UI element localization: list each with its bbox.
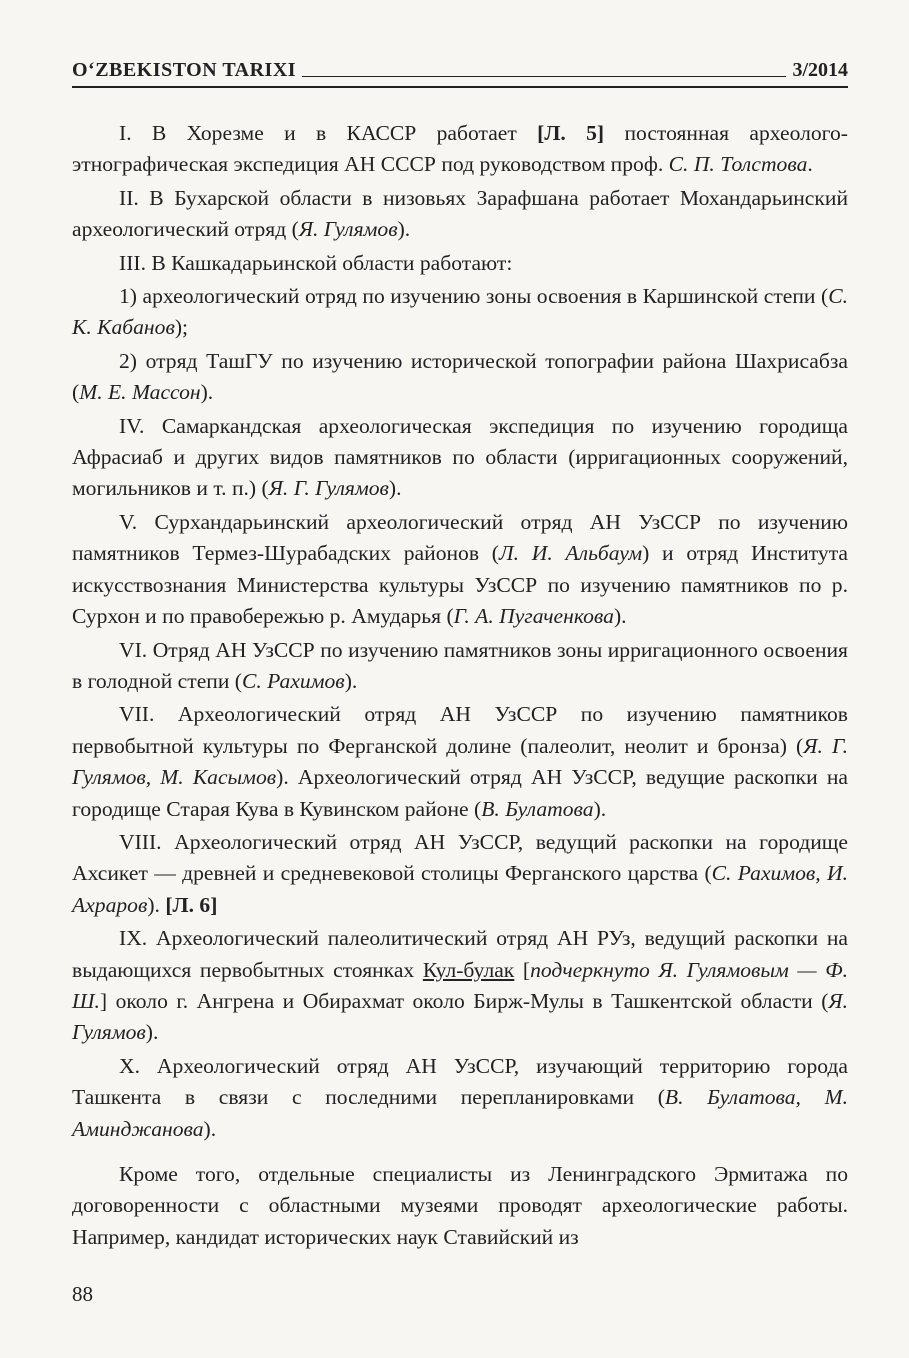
paragraph-2: II. В Бухарской области в низовьях Зарафшана работает Мохандарьинский археологический отряд (Я. Гулямов). [72, 185, 848, 242]
paragraph-11: IX. Археологический палеолитический отряд АН РУз, ведущий раскопки на выдающихся первобытных стоянках Кул-булак [подчеркнуто Я. Гулямовым — Ф. Ш.] около г. Ангрена и Обирахмат около Бирж-Мулы в Ташкентской области (Я. Гулямов). [72, 926, 848, 1045]
paragraph-5: 2) отряд ТашГУ по изучению исторической топографии района Шахрисабза (М. Е. Массон). [72, 348, 848, 405]
page-number: 88 [72, 1282, 93, 1306]
header-rule [302, 76, 786, 77]
journal-title: O‘ZBEKISTON TARIXI [72, 59, 297, 81]
paragraph-3: III. В Кашкадарьинской области работают: [119, 250, 513, 275]
paragraph-4: 1) археологический отряд по изучению зоны освоения в Каршинской степи (С. К. Кабанов); [72, 284, 848, 340]
body-text [72, 118, 848, 1255]
paragraph-10: VIII. Археологический отряд АН УзССР, ведущий раскопки на городище Ахсикет — древней и средневековой столицы Ферганского царства (С. Рахимов, И. Ахраров). [Л. 6] [72, 829, 848, 917]
paragraph-9: VII. Археологический отряд АН УзССР по изучению памятников первобытной культуры по Ферганской долине (палеолит, неолит и бронза) (Я. Г. Гулямов, М. Касымов). Археологический отряд АН УзССР, ведущие раскопки на городище Старая Кува в Кувинском районе (В. Булатова). [72, 702, 849, 821]
running-header [72, 58, 848, 88]
paragraph-12: X. Археологический отряд АН УзССР, изучающий территорию города Ташкента в связи с последними перепланировками (В. Булатова, М. Аминджанова). [72, 1053, 848, 1141]
paragraph-13: Кроме того, отдельные специалисты из Ленинградского Эрмитажа по договоренности с областными музеями проводят археологические работы. Например, кандидат исторических наук Ставийский из [72, 1162, 848, 1249]
paragraph-7: V. Сурхандарьинский археологический отряд АН УзССР по изучению памятников Термез-Шурабадских районов (Л. И. Альбаум) и отряд Института искусствознания Министерства культуры УзССР по изучению памятников по р. Сурхон и по правобережью р. Амударья (Г. А. Пугаченкова). [72, 509, 848, 629]
paragraph-8: VI. Отряд АН УзССР по изучению памятников зоны ирригационного освоения в голодной степи (С. Рахимов). [72, 637, 848, 693]
paragraph-1: I. В Хорезме и в КАССР работает [Л. 5] постоянная археолого-этнографическая экспедиция АН СССР под руководством проф. С. П. Толстова. [72, 121, 848, 177]
paragraph-6: IV. Самаркандская археологическая экспедиция по изучению городища Афрасиаб и других видов памятников по области (ирригационных сооружений, могильников и т. п.) (Я. Г. Гулямов). [72, 413, 848, 501]
issue-number: 3/2014 [792, 59, 848, 81]
